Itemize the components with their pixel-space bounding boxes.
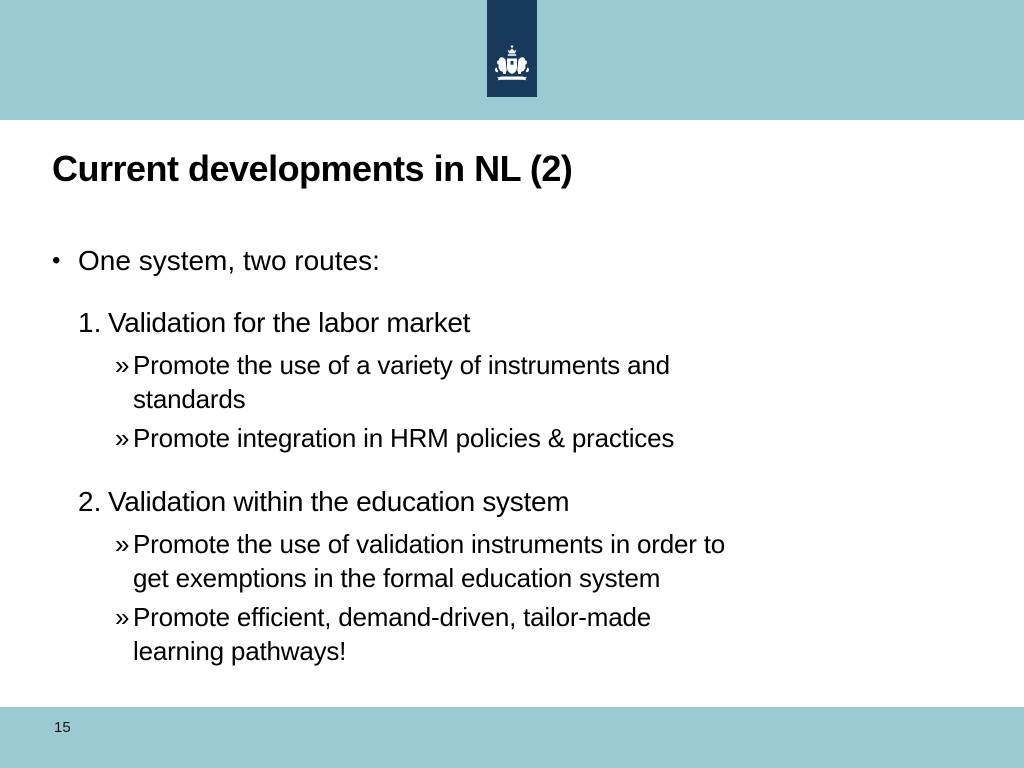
guillemet-icon: »: [115, 423, 130, 453]
section-2-heading: Validation within the education system: [108, 486, 570, 517]
guillemet-icon: »: [115, 350, 130, 380]
guillemet-icon: »: [115, 529, 130, 559]
section-2-subitem-2: [0, 600, 1024, 668]
page-number: 15: [54, 719, 71, 736]
section-2-subitem-1: [0, 527, 1024, 595]
section-1-heading: Validation for the labor market: [108, 307, 471, 338]
section-2-subitem-1-text: [133, 527, 725, 595]
subitem-line: Promote efficient, demand-driven, tailor-made: [133, 602, 651, 632]
intro-bullet-text: One system, two routes:: [78, 245, 380, 276]
intro-bullet-item: [0, 243, 1024, 279]
footer-band: [0, 707, 1024, 768]
guillemet-icon: »: [115, 602, 130, 632]
section-1-number: 1.: [78, 307, 102, 338]
bullet-dot-icon: •: [52, 247, 61, 274]
subitem-line: learning pathways!: [133, 636, 347, 666]
section-1-heading-row: [0, 305, 1024, 341]
subitem-line: Promote integration in HRM policies & practices: [133, 423, 675, 453]
section-1-subitem-1: [0, 348, 1024, 416]
section-1-subitem-2: [0, 421, 1024, 455]
section-2-subitem-2-text: [133, 600, 651, 668]
section-1-subitem-1-text: [133, 348, 670, 416]
government-logo-ribbon: [487, 0, 537, 97]
section-1-subitem-2-text: [133, 421, 674, 455]
section-2-number: 2.: [78, 486, 102, 517]
subitem-line: Promote the use of validation instruments in order to: [133, 529, 726, 559]
slide-title: Current developments in NL (2): [52, 148, 573, 189]
slide-body: [0, 120, 1024, 668]
subitem-line: get exemptions in the formal education system: [133, 563, 661, 593]
subitem-line: standards: [133, 384, 246, 414]
coat-of-arms-icon: [492, 45, 532, 97]
subitem-line: Promote the use of a variety of instruments and: [133, 350, 670, 380]
section-2-heading-row: [0, 484, 1024, 520]
